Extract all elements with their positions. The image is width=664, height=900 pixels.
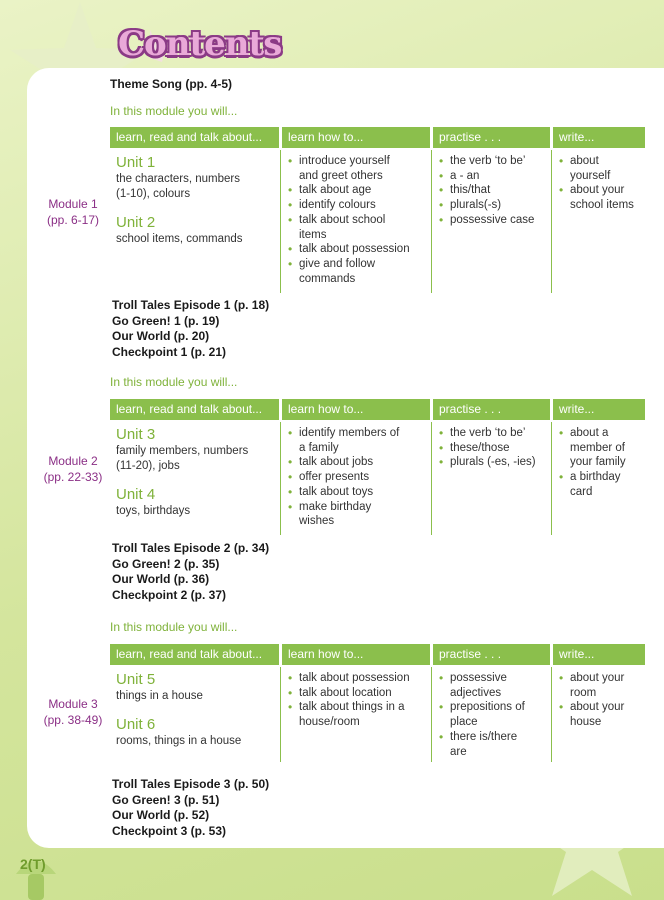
header-learn-read: learn, read and talk about... <box>110 644 279 665</box>
module-extras <box>112 777 269 839</box>
practise-column <box>432 422 552 535</box>
list-item: • this/that <box>436 183 547 198</box>
list-item: • identify members of a family <box>285 426 427 455</box>
extra-item: Checkpoint 1 (p. 21) <box>112 344 227 359</box>
list-item: • identify colours <box>285 198 427 213</box>
unit-description: the characters, numbers <box>116 173 241 185</box>
module-label <box>32 453 114 485</box>
list-item: • offer presents <box>285 470 427 485</box>
extra-item: Go Green! 2 (p. 35) <box>112 556 220 571</box>
extra-item: Our World (p. 36) <box>112 572 210 586</box>
module-intro: In this module you will... <box>110 104 238 118</box>
list-item: • possessive adjectives <box>436 671 547 700</box>
module-intro: In this module you will... <box>110 375 238 389</box>
list-item: • about a member of your family <box>556 426 641 470</box>
list-item: • about your house <box>556 700 641 729</box>
units-column <box>110 667 281 762</box>
list-item: • talk about school items <box>285 213 427 242</box>
list-item: • give and follow commands <box>285 257 427 286</box>
list-item: • talk about possession <box>285 671 427 686</box>
list-item: • possessive case <box>436 213 547 228</box>
header-practise: practise . . . <box>433 644 550 665</box>
module-pages: (pp. 6-17) <box>46 213 100 227</box>
header-write: write... <box>553 644 645 665</box>
module-label <box>32 696 114 728</box>
list-item: • about your school items <box>556 183 641 212</box>
list-item: • there is/there are <box>436 730 547 759</box>
header-learn-how: learn how to... <box>282 127 430 148</box>
header-practise: practise . . . <box>433 127 550 148</box>
unit-name: Unit 5 <box>116 671 156 688</box>
extra-item: Our World (p. 52) <box>112 808 210 822</box>
units-column <box>110 150 281 293</box>
unit-description: school items, commands <box>116 233 243 245</box>
units-column <box>110 422 281 535</box>
unit-name: Unit 3 <box>116 426 156 443</box>
write-column <box>552 150 645 293</box>
header-learn-read: learn, read and talk about... <box>110 127 279 148</box>
theme-song-link: Theme Song (pp. 4-5) <box>110 77 233 91</box>
list-item: • plurals(-s) <box>436 198 547 213</box>
page-number: 2(T) <box>20 856 46 872</box>
unit-name: Unit 1 <box>116 154 156 171</box>
header-learn-how: learn how to... <box>282 644 430 665</box>
unit-name: Unit 4 <box>116 486 156 503</box>
practise-column <box>432 667 552 762</box>
unit-description: toys, birthdays <box>116 505 191 517</box>
unit-description: rooms, things in a house <box>116 735 242 747</box>
header-learn-read: learn, read and talk about... <box>110 399 279 420</box>
list-item: • the verb ‘to be’ <box>436 426 547 441</box>
list-item: • these/those <box>436 441 547 456</box>
list-item: • the verb ‘to be’ <box>436 154 547 169</box>
extra-item: Troll Tales Episode 3 (p. 50) <box>112 777 270 791</box>
extra-item: Our World (p. 20) <box>112 329 210 343</box>
extra-item: Go Green! 1 (p. 19) <box>112 313 220 328</box>
extra-item: Troll Tales Episode 2 (p. 34) <box>112 541 270 555</box>
extra-item: Go Green! 3 (p. 51) <box>112 792 220 807</box>
write-column <box>552 667 645 762</box>
list-item: • a birthday card <box>556 470 641 499</box>
list-item: • a - an <box>436 169 547 184</box>
unit-description: family members, numbers <box>116 445 249 457</box>
list-item: • plurals (-es, -ies) <box>436 455 547 470</box>
unit-description: (1-10), colours <box>116 188 191 200</box>
page-title: Contents <box>118 24 282 64</box>
module-pages: (pp. 38-49) <box>43 713 103 727</box>
module-name: Module 3 <box>48 697 98 711</box>
learn-how-column <box>281 422 432 535</box>
module-intro: In this module you will... <box>110 620 238 634</box>
extra-item: Checkpoint 2 (p. 37) <box>112 587 227 602</box>
module-pages: (pp. 22-33) <box>43 470 103 484</box>
unit-name: Unit 6 <box>116 716 156 733</box>
module-name: Module 1 <box>48 197 98 211</box>
practise-column <box>432 150 552 293</box>
unit-description: things in a house <box>116 690 203 702</box>
list-item: • introduce yourself and greet others <box>285 154 427 183</box>
module-table <box>110 127 645 293</box>
learn-how-column <box>281 150 432 293</box>
list-item: • talk about possession <box>285 242 427 257</box>
header-learn-how: learn how to... <box>282 399 430 420</box>
page-number-badge <box>14 850 58 900</box>
list-item: • make birthday wishes <box>285 500 427 529</box>
module-extras <box>112 298 269 360</box>
module-table <box>110 399 645 535</box>
list-item: • talk about age <box>285 183 427 198</box>
write-column <box>552 422 645 535</box>
header-write: write... <box>553 127 645 148</box>
list-item: • about yourself <box>556 154 641 183</box>
list-item: • talk about things in a house/room <box>285 700 427 729</box>
module-name: Module 2 <box>48 454 98 468</box>
list-item: • talk about location <box>285 686 427 701</box>
unit-description: (11-20), jobs <box>116 460 180 472</box>
extra-item: Checkpoint 3 (p. 53) <box>112 823 227 838</box>
list-item: • talk about toys <box>285 485 427 500</box>
learn-how-column <box>281 667 432 762</box>
unit-name: Unit 2 <box>116 214 156 231</box>
module-label <box>32 196 114 228</box>
list-item: • prepositions of place <box>436 700 547 729</box>
header-write: write... <box>553 399 645 420</box>
module-table <box>110 644 645 762</box>
header-practise: practise . . . <box>433 399 550 420</box>
list-item: • talk about jobs <box>285 455 427 470</box>
list-item: • about your room <box>556 671 641 700</box>
extra-item: Troll Tales Episode 1 (p. 18) <box>112 298 270 312</box>
module-extras <box>112 541 269 603</box>
